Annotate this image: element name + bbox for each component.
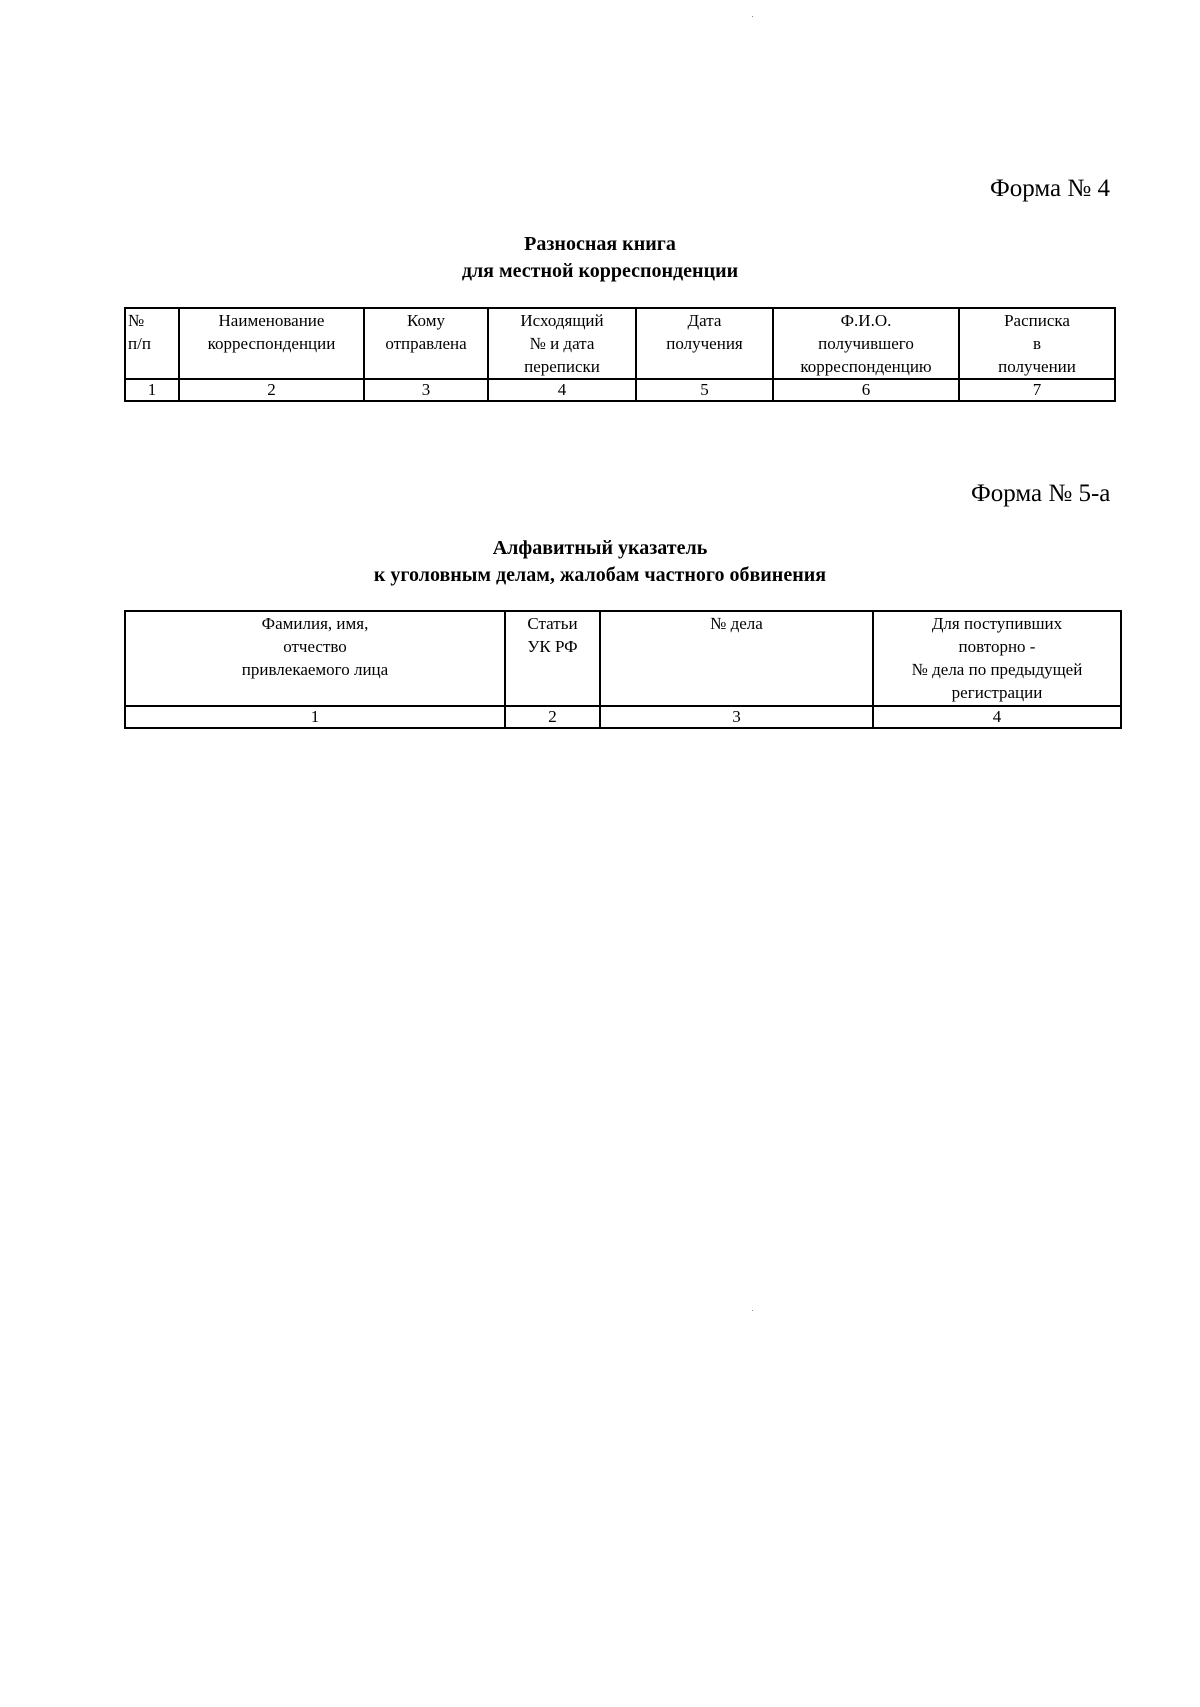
form5a-label: Форма № 5-а: [971, 480, 1111, 507]
form4-header-cell: [364, 308, 488, 379]
form5a-header-text: Для поступивших: [931, 614, 1063, 633]
form5a-title-line2: к уголовным делам, жалобам частного обвинения: [373, 564, 827, 586]
form5a-header-cell: [873, 611, 1121, 706]
form5a-header-cell: [505, 611, 600, 706]
form5a-header-row: [125, 611, 1121, 706]
form5a-column-number: 4: [873, 706, 1121, 728]
form4-header-text: № и дата: [529, 334, 595, 353]
form4-header-cell: [488, 308, 636, 379]
form4-header-text: переписки: [524, 357, 600, 376]
form4-header-cell: [125, 308, 179, 379]
form4-column-number: 5: [636, 379, 773, 401]
form5a-header-text: УК РФ: [527, 637, 578, 656]
form4-column-number: 6: [773, 379, 959, 401]
form4-table: [124, 307, 1116, 402]
form4-label: Форма № 4: [990, 175, 1110, 202]
form5a-column-number: 1: [125, 706, 505, 728]
form4-header-text: Кому: [407, 311, 445, 330]
form4-header-text: получении: [998, 357, 1076, 376]
form4-header-text: Ф.И.О.: [840, 311, 892, 330]
form4-header-text: п/п: [128, 334, 151, 353]
form4-header-row: [125, 308, 1115, 379]
form4-column-number: 1: [125, 379, 179, 401]
form5a-header-text: регистрации: [951, 683, 1043, 702]
form5a-column-number: 2: [505, 706, 600, 728]
form4-header-text: получения: [666, 334, 743, 353]
form4-header-text: Наименование: [218, 311, 325, 330]
form4-header-text: в: [1032, 334, 1042, 353]
form4-header-text: №: [128, 311, 145, 330]
form4-column-number: 4: [488, 379, 636, 401]
form5a-header-text: № дела: [710, 614, 763, 633]
scan-speck: [752, 16, 753, 17]
form5a-header-text: Статьи: [527, 614, 578, 633]
form5a-header-cell: [125, 611, 505, 706]
form4-header-cell: [959, 308, 1115, 379]
form5a-header-text: Фамилия, имя,: [261, 614, 369, 633]
form4-column-number: 2: [179, 379, 364, 401]
form5a-header-text: № дела по предыдущей: [911, 660, 1083, 679]
form4-header-text: Дата: [687, 311, 722, 330]
form5a-column-number: 3: [600, 706, 873, 728]
form4-column-number: 7: [959, 379, 1115, 401]
form4-number-row: [125, 379, 1115, 401]
form5a-header-text: повторно -: [958, 637, 1036, 656]
scan-speck: [752, 1310, 753, 1311]
form4-column-number: 3: [364, 379, 488, 401]
form4-header-text: получившего: [818, 334, 914, 353]
form4-header-cell: [773, 308, 959, 379]
form4-header-text: отправлена: [385, 334, 467, 353]
form4-title-line2: для местной корреспонденции: [461, 260, 739, 282]
form4-header-cell: [179, 308, 364, 379]
form5a-header-text: отчество: [283, 637, 347, 656]
form5a-header-cell: [600, 611, 873, 706]
form4-header-cell: [636, 308, 773, 379]
form4-header-text: Расписка: [1004, 311, 1070, 330]
form5a-number-row: [125, 706, 1121, 728]
form5a-header-text: привлекаемого лица: [241, 660, 389, 679]
form4-header-text: корреспонденции: [207, 334, 336, 353]
form5a-table: [124, 610, 1122, 729]
form5a-title-line1: Алфавитный указатель: [492, 537, 708, 559]
form4-title-line1: Разносная книга: [524, 233, 676, 255]
form4-header-text: корреспонденцию: [800, 357, 932, 376]
form4-header-text: Исходящий: [520, 311, 604, 330]
